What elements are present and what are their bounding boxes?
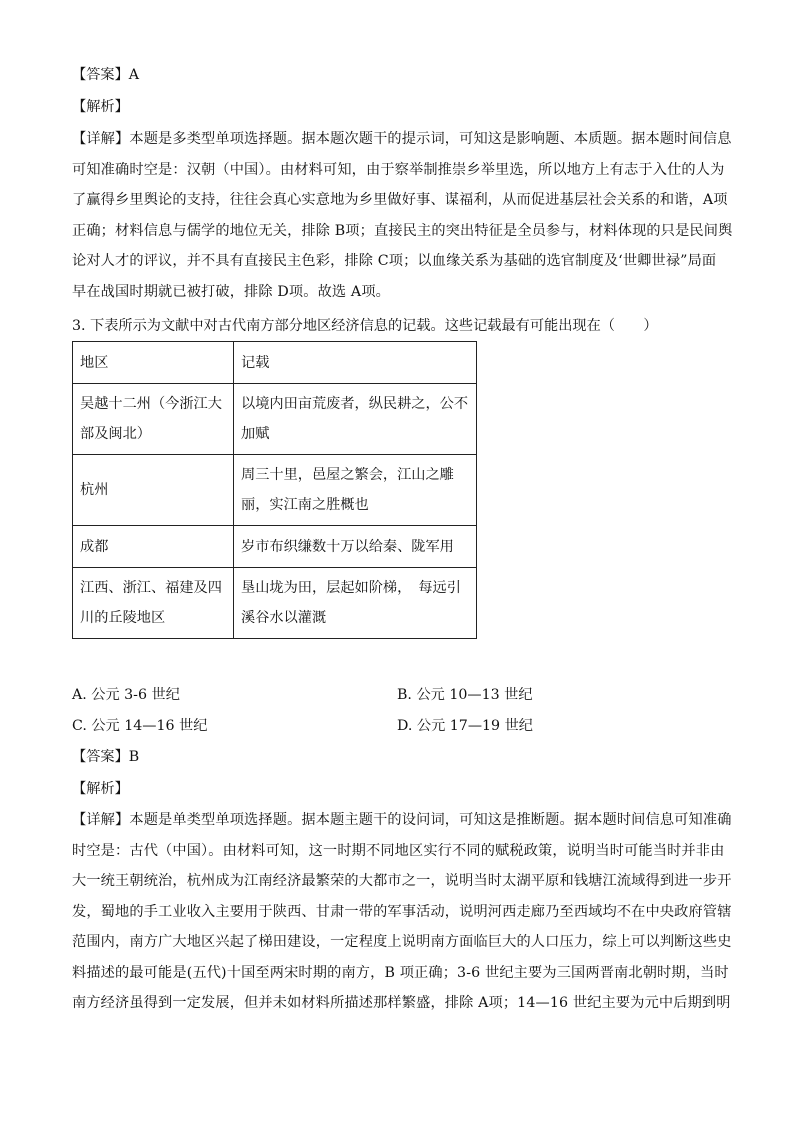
table-header-cell: 地区 bbox=[73, 342, 234, 384]
text-line: 论对人才的评议，并不具有直接民主色彩，排除 C项；以血缘关系为基础的选官制度及‘世卿世禄”局面 bbox=[72, 253, 717, 269]
text-line: 料描述的最可能是(五代)十国至两宋时期的南方，B 项正确；3-6 世纪主要为三国两晋南北朝时期，当时 bbox=[72, 964, 729, 981]
economic-records-table bbox=[72, 341, 477, 639]
option-a: A. 公元 3-6 世纪 bbox=[72, 687, 180, 703]
table-row bbox=[73, 568, 477, 639]
text-line: 了赢得乡里舆论的支持，往往会真心实意地为乡里做好事、谋福利，从而促进基层社会关系的和谐，A项 bbox=[72, 192, 728, 208]
option-c: C. 公元 14—16 世纪 bbox=[72, 718, 208, 734]
table-header-cell: 记载 bbox=[234, 342, 477, 384]
q3-stem: 3. 下表所示为文献中对古代南方部分地区经济信息的记载。这些记载最有可能出现在（ ） bbox=[72, 318, 658, 334]
table-cell-region: 成都 bbox=[73, 526, 234, 568]
q2-detail-paragraph bbox=[72, 124, 733, 307]
table-row bbox=[73, 526, 477, 568]
q3-detail-paragraph bbox=[72, 805, 732, 1019]
text-line: 范围内，南方广大地区兴起了梯田建设，一定程度上说明南方面临巨大的人口压力，综上可以判断这些史 bbox=[72, 934, 732, 950]
table-cell-record: 岁市布织缣数十万以给秦、陇军用 bbox=[234, 526, 477, 568]
option-d: D. 公元 17—19 世纪 bbox=[397, 718, 533, 734]
text-line: 可知准确时空是：汉朝（中国）。由材料可知，由于察举制推崇乡举里选，所以地方上有志于入仕的人为 bbox=[72, 161, 725, 178]
table-cell-record: 垦山垅为田，层起如阶梯， 每远引溪谷水以灌溉 bbox=[234, 568, 477, 639]
text-line: 时空是：古代（中国）。由材料可知，这一时期不同地区实行不同的赋税政策，说明当时可能当时并非由 bbox=[72, 842, 725, 859]
q2-analysis-label: 【解析】 bbox=[72, 99, 129, 115]
option-b: B. 公元 10—13 世纪 bbox=[397, 687, 533, 703]
text-line: 南方经济虽得到一定发展，但并未如材料所描述那样繁盛，排除 A项；14—16 世纪主要为元中后期到明 bbox=[72, 995, 731, 1011]
q3-analysis-label: 【解析】 bbox=[72, 781, 129, 797]
text-line: 【详解】本题是单类型单项选择题。据本题主题干的设问词，可知这是推断题。据本题时间信息可知准确 bbox=[72, 812, 732, 828]
text-line: 正确；材料信息与儒学的地位无关，排除 B项；直接民主的突出特征是全员参与，材料体现的只是民间舆 bbox=[72, 222, 733, 239]
text-line: 大一统王朝统治，杭州成为江南经济最繁荣的大都市之一，说明当时太湖平原和钱塘江流域得到进一步开 bbox=[72, 873, 732, 889]
table-cell-record: 周三十里，邑屋之繁会，江山之雕丽，实江南之胜概也 bbox=[234, 455, 477, 526]
table-cell-region: 杭州 bbox=[73, 455, 234, 526]
q3-answer-label: 【答案】B bbox=[72, 749, 140, 765]
table-row bbox=[73, 455, 477, 526]
table-header-row bbox=[73, 342, 477, 384]
table-cell-region: 江西、浙江、福建及四川的丘陵地区 bbox=[73, 568, 234, 639]
text-line: 【详解】本题是多类型单项选择题。据本题次题干的提示词，可知这是影响题、本质题。据本题时间信息 bbox=[72, 131, 732, 147]
text-line: 发，蜀地的手工业收入主要用于陕西、甘肃一带的军事活动，说明河西走廊乃至西域均不在中央政府管辖 bbox=[72, 903, 732, 920]
table-cell-record: 以境内田亩荒废者，纵民耕之，公不加赋 bbox=[234, 384, 477, 455]
text-line: 早在战国时期就已被打破，排除 D项。故选 A项。 bbox=[72, 283, 390, 300]
table-row bbox=[73, 384, 477, 455]
table-cell-region: 吴越十二州（今浙江大部及闽北） bbox=[73, 384, 234, 455]
q2-answer-label: 【答案】A bbox=[72, 67, 139, 83]
